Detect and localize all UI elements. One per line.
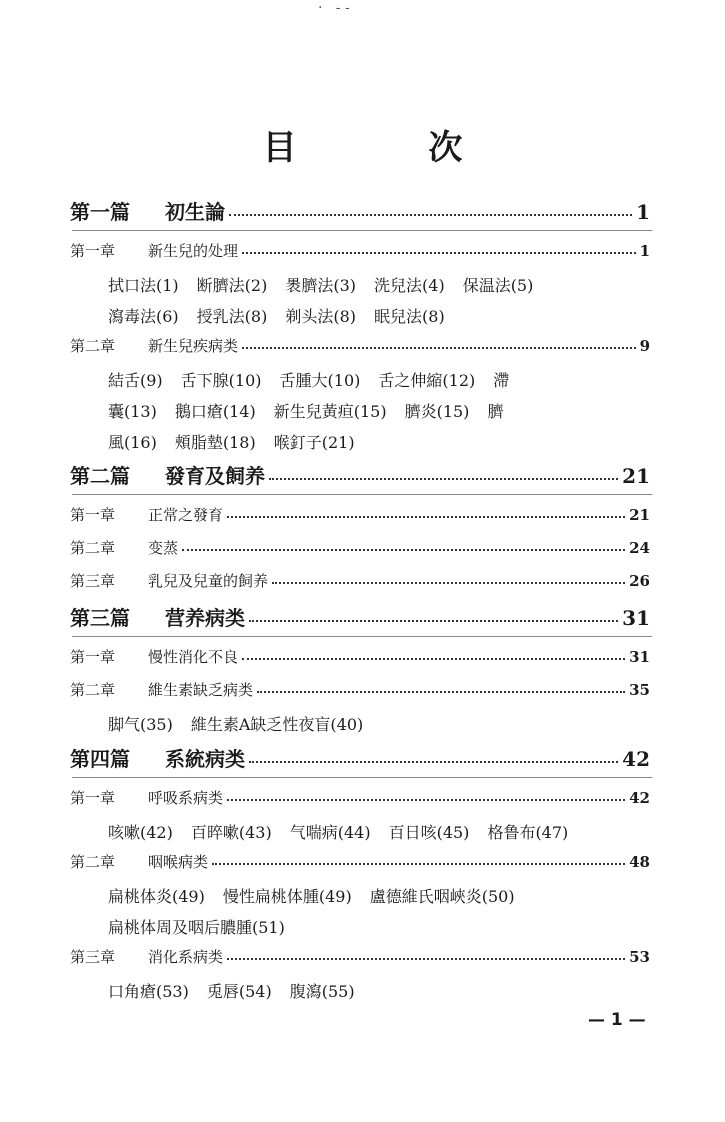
subtopic-line (108, 304, 463, 327)
subtopic-line (108, 399, 521, 422)
part-entry[interactable] (70, 196, 650, 225)
subtopic-item[interactable]: 舌腫大(10) (279, 371, 361, 390)
chapter-entry[interactable] (70, 946, 650, 967)
part-entry-page: 31 (622, 606, 650, 630)
subtopic-item[interactable]: 風(16) (108, 433, 157, 452)
chapter-entry-title: 消化系病类 (148, 948, 224, 966)
subtopic-line (108, 368, 527, 391)
chapter-entry-label: 第一章 (70, 242, 116, 260)
subtopic-item[interactable]: 舌之伸縮(12) (378, 371, 476, 390)
part-entry-page: 42 (622, 747, 650, 771)
chapter-entry-label: 第二章 (70, 337, 116, 355)
subtopic-item[interactable]: 扁桃体炎(49) (108, 887, 205, 906)
subtopic-item[interactable]: 盧德維氏咽峽炎(50) (369, 887, 515, 906)
subtopic-item[interactable]: 授乳法(8) (196, 307, 268, 326)
leader-dots (182, 540, 625, 551)
chapter-entry[interactable] (70, 570, 650, 591)
subtopic-item[interactable]: 咳嗽(42) (108, 823, 173, 842)
subtopic-line (108, 915, 303, 938)
chapter-entry-page: 53 (629, 948, 650, 966)
section-divider (72, 230, 652, 231)
subtopic-item[interactable]: 臍 (487, 402, 504, 421)
chapter-entry-title: 咽喉病类 (148, 853, 209, 871)
subtopic-item[interactable]: 保温法(5) (462, 276, 534, 295)
chapter-entry-page: 1 (639, 242, 650, 260)
chapter-entry-title: 新生兒的处理 (148, 242, 239, 260)
subtopic-item[interactable]: 頰脂墊(18) (174, 433, 256, 452)
subtopic-item[interactable]: 扁桃体周及咽后膿腫(51) (108, 918, 285, 937)
leader-dots (242, 243, 636, 254)
subtopic-item[interactable]: 脚气(35) (108, 715, 173, 734)
chapter-entry-title: 乳兒及兒童的飼养 (148, 572, 269, 590)
subtopic-item[interactable]: 百日咳(45) (388, 823, 470, 842)
section-divider (72, 777, 652, 778)
part-entry-title: 系統病类 (165, 747, 245, 771)
chapter-entry-label: 第一章 (70, 506, 116, 524)
subtopic-item[interactable]: 新生兒黃疸(15) (273, 402, 387, 421)
subtopic-item[interactable]: 瀉毒法(6) (108, 307, 179, 326)
subtopic-item[interactable]: 褁臍法(3) (285, 276, 357, 295)
leader-dots (227, 507, 625, 518)
chapter-entry-label: 第二章 (70, 539, 116, 557)
chapter-entry[interactable] (70, 646, 650, 667)
part-entry-page: 21 (622, 464, 650, 488)
subtopic-item[interactable]: 百晬嗽(43) (190, 823, 272, 842)
subtopic-item[interactable]: 結舌(9) (108, 371, 163, 390)
chapter-entry[interactable] (70, 335, 650, 356)
scan-speck: · - - (318, 0, 350, 16)
subtopic-item[interactable]: 拭口法(1) (108, 276, 179, 295)
part-entry-title: 初生論 (165, 200, 225, 224)
subtopic-item[interactable]: 維生素A缺乏性夜盲(40) (190, 715, 364, 734)
page-number: — 1 — (588, 1010, 646, 1030)
subtopic-item[interactable]: 慢性扁桃体腫(49) (222, 887, 352, 906)
chapter-entry[interactable] (70, 537, 650, 558)
leader-dots (227, 949, 625, 960)
leader-dots (272, 573, 625, 584)
chapter-entry-label: 第二章 (70, 681, 116, 699)
chapter-entry-page: 35 (629, 681, 650, 699)
part-entry-label: 第三篇 (70, 606, 130, 630)
subtopic-item[interactable]: 洗兒法(4) (374, 276, 445, 295)
subtopic-item[interactable]: 囊(13) (108, 402, 157, 421)
subtopic-item[interactable]: 格鲁布(47) (487, 823, 569, 842)
subtopic-item[interactable]: 眠兒法(8) (374, 307, 445, 326)
subtopic-item[interactable]: 舌下腺(10) (180, 371, 262, 390)
subtopic-item[interactable]: 气喘病(44) (289, 823, 371, 842)
chapter-entry-title: 新生兒疾病类 (148, 337, 239, 355)
chapter-entry-page: 21 (629, 506, 650, 524)
part-entry-label: 第二篇 (70, 464, 130, 488)
page-title: 目 次 (262, 128, 523, 168)
chapter-entry-title: 变蒸 (148, 539, 179, 557)
leader-dots (242, 338, 636, 349)
chapter-entry-label: 第三章 (70, 572, 116, 590)
chapter-entry-page: 9 (639, 337, 650, 355)
subtopic-line (108, 712, 381, 735)
chapter-entry[interactable] (70, 787, 650, 808)
chapter-entry-page: 26 (629, 572, 650, 590)
leader-dots (249, 608, 618, 622)
section-divider (72, 636, 652, 637)
subtopic-line (108, 820, 586, 843)
subtopic-item[interactable]: 臍炎(15) (404, 402, 470, 421)
subtopic-item[interactable]: 口角瘡(53) (108, 982, 189, 1001)
leader-dots (242, 649, 625, 660)
subtopic-item[interactable]: 鵝口瘡(14) (174, 402, 256, 421)
leader-dots (257, 682, 625, 693)
leader-dots (212, 854, 625, 865)
subtopic-line (108, 430, 373, 453)
part-entry[interactable] (70, 460, 650, 489)
chapter-entry[interactable] (70, 240, 650, 261)
subtopic-line (108, 884, 533, 907)
chapter-entry-label: 第二章 (70, 853, 116, 871)
part-entry-label: 第四篇 (70, 747, 130, 771)
part-entry-title: 营养病类 (165, 606, 245, 630)
chapter-entry-page: 24 (629, 539, 650, 557)
chapter-entry-title: 正常之發育 (148, 506, 224, 524)
subtopic-item[interactable]: 兎唇(54) (206, 982, 272, 1001)
chapter-entry-label: 第三章 (70, 948, 116, 966)
leader-dots (249, 749, 618, 763)
subtopic-item[interactable]: 断臍法(2) (196, 276, 268, 295)
chapter-entry-label: 第一章 (70, 789, 116, 807)
subtopic-line (108, 273, 551, 296)
subtopic-item[interactable]: 滯 (493, 371, 510, 390)
chapter-entry[interactable] (70, 679, 650, 700)
part-entry-label: 第一篇 (70, 200, 130, 224)
section-divider (72, 494, 652, 495)
subtopic-item[interactable]: 剃头法(8) (285, 307, 357, 326)
chapter-entry-title: 慢性消化不良 (148, 648, 239, 666)
chapter-entry-page: 42 (629, 789, 650, 807)
part-entry[interactable] (70, 743, 650, 772)
chapter-entry-title: 維生素缺乏病类 (148, 681, 254, 699)
subtopic-item[interactable]: 腹瀉(55) (289, 982, 355, 1001)
chapter-entry-label: 第一章 (70, 648, 116, 666)
subtopic-item[interactable]: 喉釘子(21) (273, 433, 355, 452)
chapter-entry-page: 31 (629, 648, 650, 666)
part-entry-page: 1 (636, 200, 650, 224)
chapter-entry-title: 呼吸系病类 (148, 789, 224, 807)
leader-dots (227, 790, 625, 801)
leader-dots (229, 202, 632, 216)
leader-dots (269, 466, 618, 480)
chapter-entry-page: 48 (629, 853, 650, 871)
chapter-entry[interactable] (70, 504, 650, 525)
part-entry-title: 發育及飼养 (165, 464, 265, 488)
chapter-entry[interactable] (70, 851, 650, 872)
part-entry[interactable] (70, 602, 650, 631)
subtopic-line (108, 979, 373, 1002)
